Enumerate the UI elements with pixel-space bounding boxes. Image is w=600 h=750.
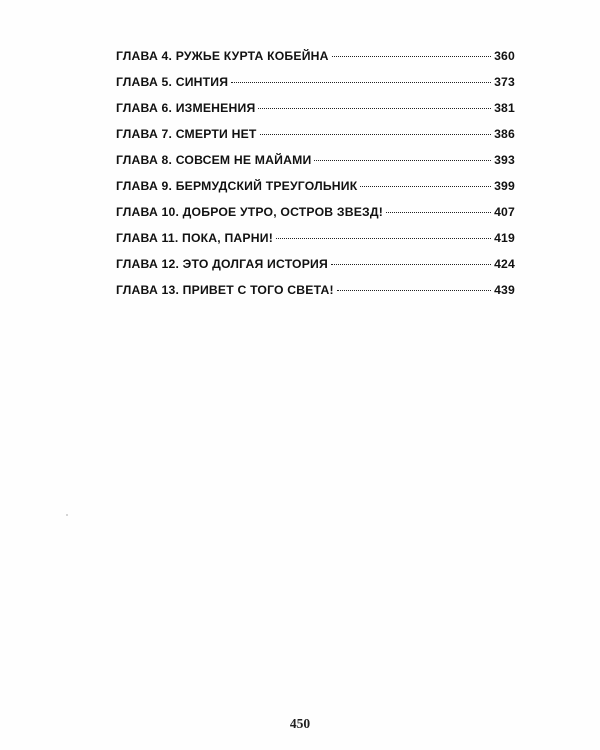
- toc-dot-leader: [360, 186, 491, 187]
- toc-dot-leader: [276, 238, 491, 239]
- page-number: 450: [289, 716, 311, 731]
- toc-entry-title: ГЛАВА 4. РУЖЬЕ КУРТА КОБЕЙНА: [116, 49, 329, 63]
- toc-dot-leader: [337, 290, 491, 291]
- toc-entry-page: 360: [494, 49, 515, 63]
- toc-entry: [116, 101, 515, 127]
- toc-entry-title: ГЛАВА 12. ЭТО ДОЛГАЯ ИСТОРИЯ: [116, 257, 328, 271]
- toc-entry-title: ГЛАВА 7. СМЕРТИ НЕТ: [116, 127, 257, 141]
- toc-dot-leader: [332, 56, 491, 57]
- toc-entry: [116, 127, 515, 153]
- toc-dot-leader: [258, 108, 491, 109]
- toc-entry-title: ГЛАВА 13. ПРИВЕТ С ТОГО СВЕТА!: [116, 283, 334, 297]
- toc-entry: [116, 153, 515, 179]
- toc-entry: [116, 205, 515, 231]
- table-of-contents: [116, 49, 515, 309]
- toc-entry-page: 419: [494, 231, 515, 245]
- print-speck: [66, 514, 68, 516]
- toc-entry-page: 424: [494, 257, 515, 271]
- toc-entry: [116, 283, 515, 309]
- toc-entry-page: 393: [494, 153, 515, 167]
- toc-entry: [116, 49, 515, 75]
- toc-entry-page: 381: [494, 101, 515, 115]
- toc-entry-title: ГЛАВА 9. БЕРМУДСКИЙ ТРЕУГОЛЬНИК: [116, 179, 358, 193]
- toc-entry: [116, 75, 515, 101]
- toc-entry: [116, 179, 515, 205]
- toc-entry: [116, 231, 515, 257]
- toc-entry-title: ГЛАВА 10. ДОБРОЕ УТРО, ОСТРОВ ЗВЕЗД!: [116, 205, 383, 219]
- toc-entry-title: ГЛАВА 11. ПОКА, ПАРНИ!: [116, 231, 273, 245]
- toc-entry-page: 439: [494, 283, 515, 297]
- toc-entry-title: ГЛАВА 5. СИНТИЯ: [116, 75, 229, 89]
- toc-dot-leader: [260, 134, 492, 135]
- toc-entry: [116, 257, 515, 283]
- toc-dot-leader: [386, 212, 491, 213]
- toc-entry-title: ГЛАВА 6. ИЗМЕНЕНИЯ: [116, 101, 256, 115]
- toc-dot-leader: [314, 160, 491, 161]
- toc-entry-title: ГЛАВА 8. СОВСЕМ НЕ МАЙАМИ: [116, 153, 312, 167]
- toc-entry-page: 373: [494, 75, 515, 89]
- toc-dot-leader: [331, 264, 491, 265]
- toc-dot-leader: [231, 82, 491, 83]
- toc-entry-page: 386: [494, 127, 515, 141]
- toc-entry-page: 407: [494, 205, 515, 219]
- toc-entry-page: 399: [494, 179, 515, 193]
